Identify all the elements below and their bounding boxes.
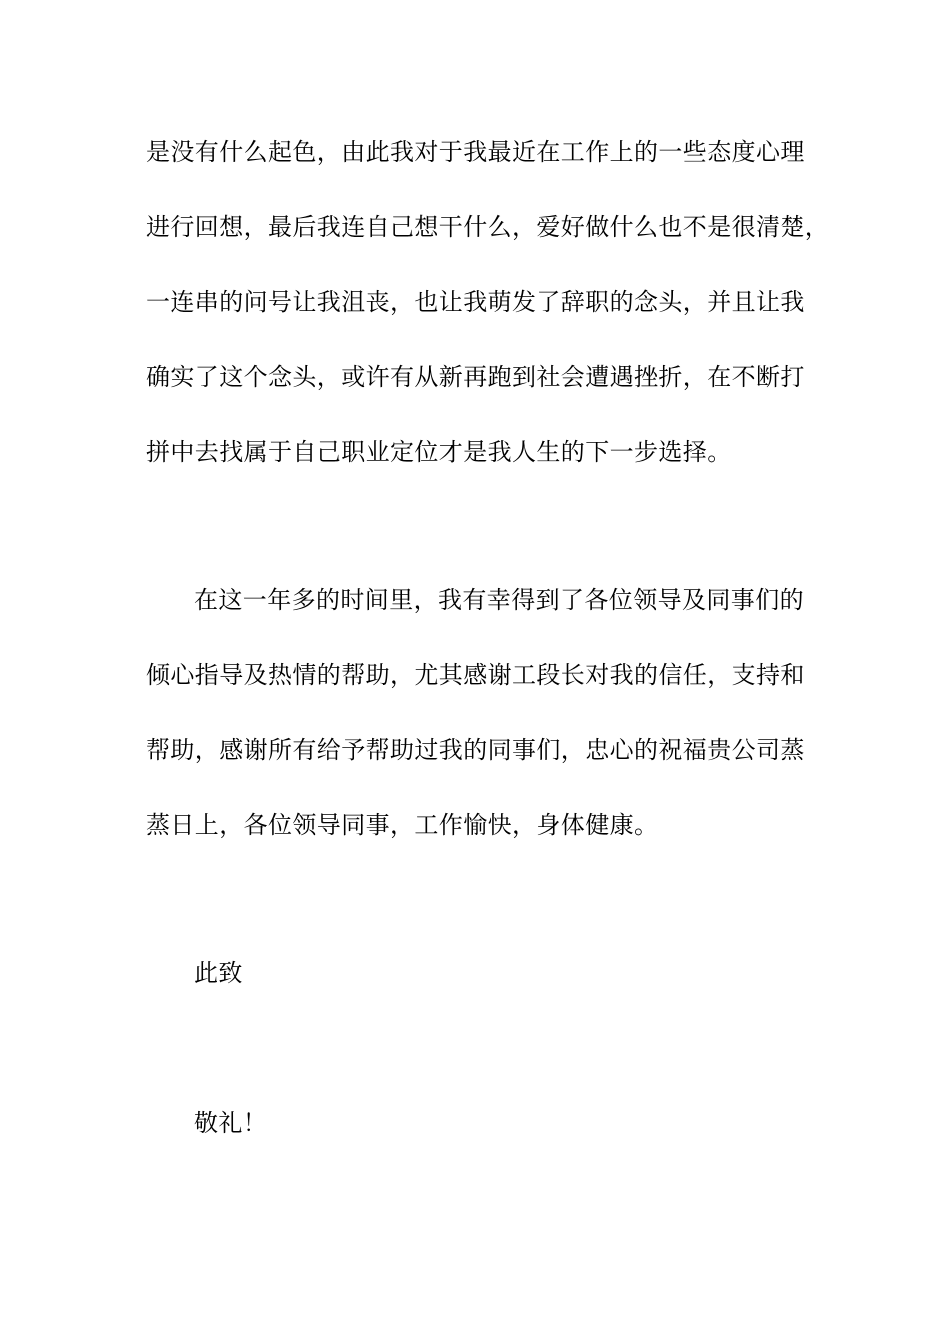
text-line: 是没有什么起色，由此我对于我最近在工作上的一些态度心理	[146, 138, 805, 166]
text-line: 帮助，感谢所有给予帮助过我的同事们，忠心的祝福贵公司蒸	[146, 736, 805, 764]
text-line: 一连串的问号让我沮丧，也让我萌发了辞职的念头，并且让我	[146, 288, 805, 316]
text-line: 进行回想，最后我连自己想干什么，爱好做什么也不是很清楚，	[146, 213, 830, 241]
text-line: 蒸日上，各位领导同事，工作愉快，身体健康。	[146, 811, 659, 839]
text-line: 在这一年多的时间里，我有幸得到了各位领导及同事们的	[194, 586, 804, 614]
closing-regards: 敬礼！	[194, 1109, 268, 1137]
text-line: 拼中去找属于自己职业定位才是我人生的下一步选择。	[146, 438, 732, 466]
text-line: 倾心指导及热情的帮助，尤其感谢工段长对我的信任，支持和	[146, 661, 805, 689]
closing-salutation: 此致	[194, 959, 243, 987]
text-line: 确实了这个念头，或许有从新再跑到社会遭遇挫折，在不断打	[146, 363, 805, 391]
